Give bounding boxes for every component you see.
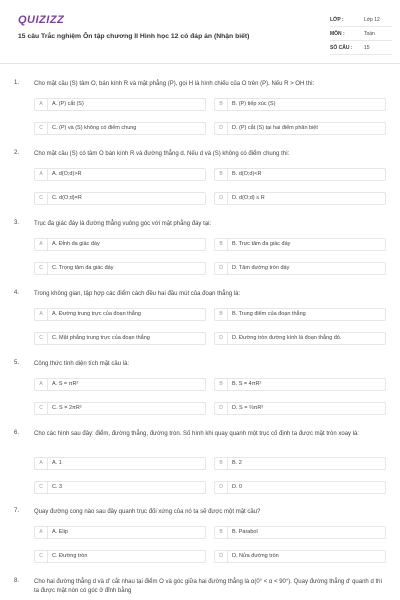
meta-row-class [330, 14, 392, 27]
option-text: B. (P) tiếp xúc (S) [232, 101, 276, 107]
option-text: C. 3 [52, 484, 63, 490]
question-number: 5. [14, 360, 20, 366]
option-b[interactable] [214, 238, 386, 251]
option-letter: B [215, 169, 228, 180]
option-letter: D [215, 123, 228, 134]
option-a[interactable] [34, 168, 206, 181]
option-text: B. S = 4πR² [232, 381, 262, 387]
option-d[interactable] [214, 192, 386, 205]
option-text: D. Tâm đường tròn đáy [232, 265, 290, 271]
document-header [0, 0, 400, 64]
option-b[interactable] [214, 457, 386, 470]
option-b[interactable] [214, 526, 386, 539]
option-text: D. Đường tròn đường kính là đoạn thẳng đó. [232, 335, 342, 341]
option-d[interactable] [214, 481, 386, 494]
option-letter: A [35, 309, 48, 320]
option-b[interactable] [214, 308, 386, 321]
option-text: D. Nửa đường tròn [232, 553, 279, 559]
question-text: Cho hai đường thẳng d và d' cắt nhau tại điểm O và góc giữa hai đường thẳng là α(0° < α < 90°). Quay đường thẳng d' quanh d thì ta được mặt nón có góc ở đỉnh bằng [34, 579, 383, 594]
option-letter: D [215, 551, 228, 562]
option-letter: C [35, 123, 48, 134]
option-d[interactable] [214, 262, 386, 275]
option-letter: C [35, 551, 48, 562]
option-text: D. (P) cắt (S) tại hai điểm phân biệt [232, 125, 318, 131]
option-letter: A [35, 169, 48, 180]
option-c[interactable] [34, 550, 206, 563]
option-c[interactable] [34, 122, 206, 135]
option-b[interactable] [214, 378, 386, 391]
option-a[interactable] [34, 308, 206, 321]
option-text: B. d(O;d)<R [232, 171, 262, 177]
question-number: 7. [14, 508, 20, 514]
option-text: B. Trực tâm đa giác đáy [232, 241, 291, 247]
meta-label: MÔN : [330, 31, 345, 37]
option-a[interactable] [34, 457, 206, 470]
quizizz-logo: QUIZIZZ [18, 14, 65, 26]
question-text: Cho mặt cầu (S) tâm O, bán kính R và mặt phẳng (P), gọi H là hình chiếu của O trên (P). Nếu R > OH thì: [34, 81, 315, 87]
question-number: 4. [14, 290, 20, 296]
option-letter: A [35, 99, 48, 110]
question-text: Trong không gian, tập hợp các điểm cách đều hai đầu mút của đoạn thẳng là: [34, 291, 241, 297]
option-text: C. d(O;d)=R [52, 195, 82, 201]
option-text: C. Đường tròn [52, 553, 88, 559]
option-text: D. S = ⅔πR² [232, 405, 264, 411]
option-c[interactable] [34, 192, 206, 205]
meta-value: 15 [364, 45, 370, 51]
option-letter: C [35, 403, 48, 414]
option-c[interactable] [34, 262, 206, 275]
question-text: Công thức tính diện tích mặt cầu là: [34, 361, 130, 367]
option-letter: B [215, 379, 228, 390]
question-text: Quay đường cong nào sau đây quanh trục đối xứng của nó ta sẽ được một mặt cầu? [34, 509, 261, 515]
option-letter: B [215, 239, 228, 250]
option-text: A. S = πR² [52, 381, 79, 387]
option-letter: B [215, 527, 228, 538]
option-letter: D [215, 403, 228, 414]
option-text: D. 0 [232, 484, 243, 490]
option-letter: A [35, 527, 48, 538]
question-text: Cho mặt cầu (S) có tâm O bán kính R và đường thẳng d. Nếu d và (S) không có điểm chung thì: [34, 151, 290, 157]
meta-label: LỚP : [330, 17, 344, 23]
option-text: A. Đường trung trực của đoạn thẳng [52, 311, 141, 317]
question-text: Trục đa giác đáy là đường thẳng vuông góc với mặt phẳng đáy tại: [34, 221, 212, 227]
option-text: B. 2 [232, 460, 242, 466]
option-letter: C [35, 263, 48, 274]
meta-value: Lớp 12 [364, 17, 380, 23]
option-text: C. S = 2πR² [52, 405, 82, 411]
option-letter: A [35, 379, 48, 390]
option-letter: D [215, 193, 228, 204]
meta-row-count [330, 42, 392, 55]
option-letter: D [215, 333, 228, 344]
option-letter: D [215, 482, 228, 493]
question-number: 2. [14, 150, 20, 156]
option-letter: B [215, 309, 228, 320]
option-a[interactable] [34, 238, 206, 251]
option-letter: B [215, 99, 228, 110]
option-text: A. 1 [52, 460, 62, 466]
option-letter: A [35, 239, 48, 250]
option-text: A. Elip [52, 529, 68, 535]
option-text: A. Đỉnh đa giác đáy [52, 241, 100, 247]
page-title: 15 câu Trắc nghiệm Ôn tập chương II Hình học 12 có đáp án (Nhận biết) [18, 33, 250, 40]
option-letter: D [215, 263, 228, 274]
option-text: A. (P) cắt (S) [52, 101, 84, 107]
option-a[interactable] [34, 378, 206, 391]
option-letter: C [35, 333, 48, 344]
option-c[interactable] [34, 481, 206, 494]
question-number: 6. [14, 430, 20, 436]
question-number: 3. [14, 220, 20, 226]
option-text: C. Mặt phẳng trung trực của đoạn thẳng [52, 335, 150, 341]
option-b[interactable] [214, 98, 386, 111]
meta-row-subject [330, 28, 392, 41]
option-a[interactable] [34, 98, 206, 111]
option-letter: C [35, 482, 48, 493]
option-text: A. d(O;d)>R [52, 171, 82, 177]
option-d[interactable] [214, 332, 386, 345]
option-text: D. d(O;d) ≤ R [232, 195, 265, 201]
option-c[interactable] [34, 332, 206, 345]
option-letter: C [35, 193, 48, 204]
option-a[interactable] [34, 526, 206, 539]
option-text: B. Trung điểm của đoạn thẳng [232, 311, 306, 317]
option-d[interactable] [214, 122, 386, 135]
question-text: Cho các hình sau đây: điểm, đường thẳng, đường tròn. Số hình khi quay quanh một trục cố định ta được mặt tròn xoay là: [34, 431, 360, 437]
option-c[interactable] [34, 402, 206, 415]
question-number: 8. [14, 578, 20, 584]
option-b[interactable] [214, 168, 386, 181]
option-d[interactable] [214, 550, 386, 563]
option-letter: A [35, 458, 48, 469]
meta-value: Toán [364, 31, 375, 37]
option-d[interactable] [214, 402, 386, 415]
option-text: C. Trọng tâm đa giác đáy [52, 265, 114, 271]
option-letter: B [215, 458, 228, 469]
meta-label: SỐ CÂU : [330, 45, 353, 51]
question-number: 1. [14, 80, 20, 86]
option-text: C. (P) và (S) không có điểm chung [52, 125, 137, 131]
option-text: B. Parabol [232, 529, 258, 535]
